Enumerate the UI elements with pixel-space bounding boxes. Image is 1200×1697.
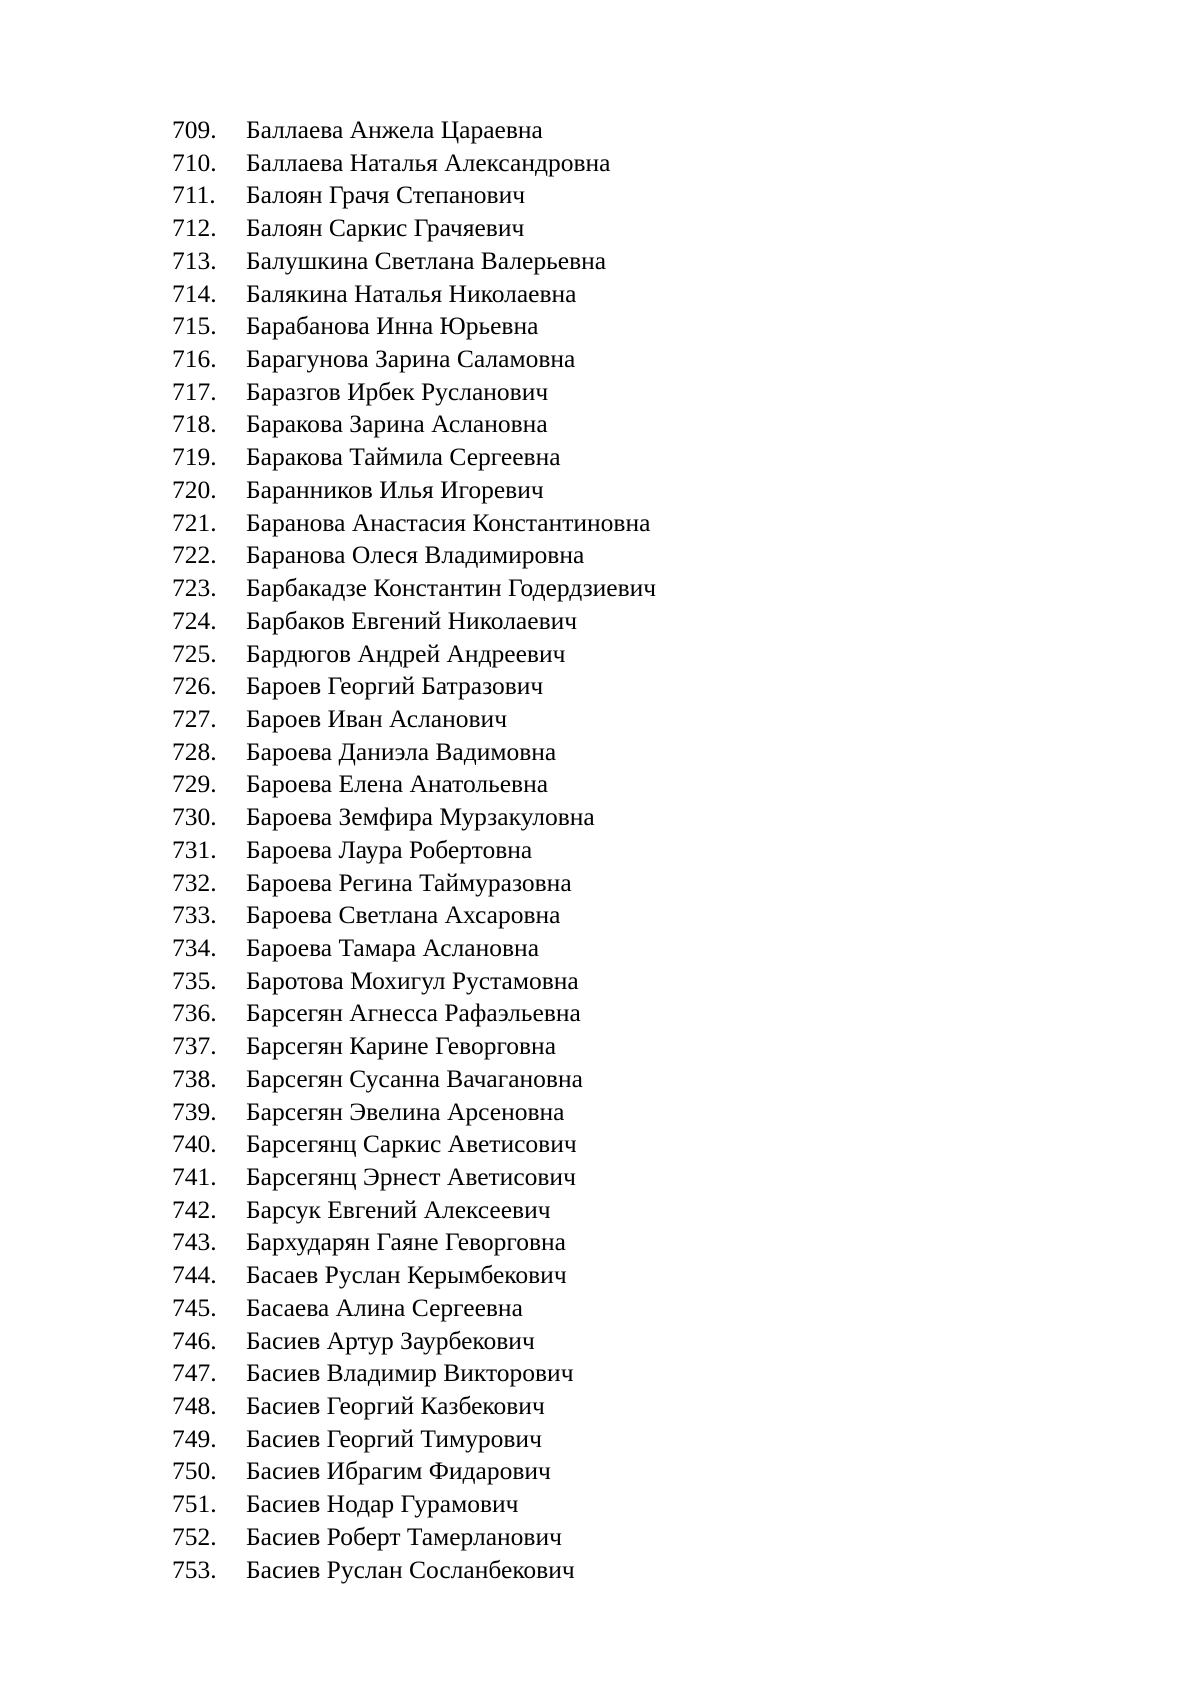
entry-name: Баллаева Анжела Цараевна [246,115,543,144]
list-item [172,1161,656,1194]
entry-number: 753. [172,1554,217,1584]
entry-name: Балоян Саркис Грачяевич [246,213,525,243]
list-item [172,801,656,834]
list-item [172,572,656,605]
list-item [172,736,656,769]
entry-number: 725. [172,638,217,668]
entry-name: Барсегян Карине Геворговна [246,1031,557,1061]
entry-name: Барбакадзе Константин Годердзиевич [246,573,657,603]
list-item [172,1226,656,1259]
list-item [172,867,656,900]
list-item [172,932,656,965]
entry-number: 734. [172,932,217,962]
entry-name: Басиев Владимир Викторович [246,1358,574,1388]
entry-name: Баранников Илья Игоревич [246,474,544,504]
list-item [172,278,656,311]
entry-number: 747. [172,1358,217,1388]
entry-name: Басиев Нодар Гурамович [246,1489,519,1519]
list-item [172,408,656,441]
list-item [172,899,656,932]
entry-name: Бароев Иван Асланович [246,703,508,733]
entry-name: Басиев Георгий Казбекович [246,1391,545,1421]
name-list [172,114,656,1586]
list-item [172,768,656,801]
entry-name: Басиев Роберт Тамерланович [246,1521,562,1551]
entry-number: 722. [172,540,217,570]
entry-number: 739. [172,1096,217,1126]
entry-name: Басиев Ибрагим Фидарович [246,1456,551,1486]
entry-number: 742. [172,1194,217,1224]
entry-name: Бароева Тамара Аслановна [246,932,540,962]
entry-number: 723. [172,573,217,603]
list-item [172,834,656,867]
entry-number: 737. [172,1031,217,1061]
entry-number: 744. [172,1260,217,1290]
list-item [172,1455,656,1488]
list-item [172,1488,656,1521]
entry-number: 711. [172,180,216,210]
entry-number: 740. [172,1129,217,1159]
entry-number: 750. [172,1456,217,1486]
entry-number: 713. [172,245,217,275]
list-item [172,376,656,409]
list-item [172,507,656,540]
list-item [172,1554,656,1587]
list-item [172,1521,656,1554]
entry-number: 730. [172,802,217,832]
list-item [172,147,656,180]
entry-number: 726. [172,671,217,701]
entry-number: 724. [172,605,217,635]
list-item [172,1128,656,1161]
entry-number: 741. [172,1162,217,1191]
entry-name: Басаева Алина Сергеевна [246,1292,523,1322]
entry-name: Бароева Даниэла Вадимовна [246,736,557,766]
list-item [172,474,656,507]
list-item [172,1194,656,1227]
entry-name: Барсук Евгений Алексеевич [246,1194,551,1224]
entry-name: Барсегянц Саркис Аветисович [246,1129,577,1159]
entry-name: Балушкина Светлана Валерьевна [246,245,607,275]
entry-name: Бароева Светлана Ахсаровна [246,900,561,930]
list-item [172,605,656,638]
entry-number: 716. [172,344,217,374]
entry-number: 729. [172,769,217,799]
entry-number: 749. [172,1423,217,1453]
entry-number: 751. [172,1489,217,1519]
entry-number: 721. [172,507,217,537]
list-item [172,1063,656,1096]
entry-number: 732. [172,867,217,897]
list-item [172,638,656,671]
list-item [172,1030,656,1063]
list-item [172,1292,656,1325]
entry-number: 748. [172,1391,217,1421]
entry-name: Бароева Лаура Робертовна [246,834,533,864]
entry-number: 728. [172,736,217,766]
entry-name: Бароева Елена Анатольевна [246,769,549,799]
list-item [172,1259,656,1292]
entry-name: Бароева Регина Таймуразовна [246,867,572,897]
list-item [172,670,656,703]
entry-name: Барбаков Евгений Николаевич [246,605,578,635]
entry-name: Басиев Георгий Тимурович [246,1423,542,1453]
list-item [172,1357,656,1390]
list-item [172,114,656,147]
entry-name: Басиев Руслан Сосланбекович [246,1554,575,1584]
entry-name: Балоян Грачя Степанович [246,180,526,210]
entry-number: 733. [172,900,217,930]
list-item [172,1096,656,1129]
entry-number: 727. [172,703,217,733]
entry-number: 720. [172,474,217,504]
entry-number: 710. [172,147,217,177]
list-item [172,539,656,572]
entry-number: 709. [172,115,217,144]
entry-number: 712. [172,213,217,243]
entry-name: Барабанова Инна Юрьевна [246,311,539,341]
entry-number: 717. [172,376,217,406]
list-item [172,1423,656,1456]
entry-number: 752. [172,1521,217,1551]
entry-name: Баракова Таймила Сергеевна [246,442,561,472]
entry-name: Бардюгов Андрей Андреевич [246,638,566,668]
list-item [172,441,656,474]
entry-number: 736. [172,998,217,1028]
entry-name: Баранова Анастасия Константиновна [246,507,651,537]
entry-name: Барсегян Агнесса Рафаэльевна [246,998,581,1028]
entry-name: Басиев Артур Заурбекович [246,1325,535,1355]
entry-number: 719. [172,442,217,472]
entry-number: 731. [172,834,217,864]
entry-number: 745. [172,1292,217,1322]
entry-name: Барсегян Сусанна Вачагановна [246,1063,583,1093]
list-item [172,703,656,736]
entry-name: Басаев Руслан Керымбекович [246,1260,567,1290]
entry-name: Баротова Мохигул Рустамовна [246,965,579,995]
list-item [172,245,656,278]
entry-name: Барсегян Эвелина Арсеновна [246,1096,565,1126]
entry-number: 735. [172,965,217,995]
entry-number: 715. [172,311,217,341]
entry-number: 718. [172,409,217,439]
list-item [172,1390,656,1423]
entry-name: Бароев Георгий Батразович [246,671,544,701]
entry-number: 743. [172,1227,217,1257]
entry-name: Бароева Земфира Мурзакуловна [246,802,595,832]
entry-name: Балякина Наталья Николаевна [246,278,577,308]
entry-number: 738. [172,1063,217,1093]
entry-name: Баразгов Ирбек Русланович [246,376,549,406]
entry-name: Баракова Зарина Аслановна [246,409,548,439]
entry-number: 714. [172,278,217,308]
list-item [172,965,656,998]
list-item [172,212,656,245]
list-item [172,1325,656,1358]
entry-name: Барсегянц Эрнест Аветисович [246,1162,576,1191]
entry-name: Барагунова Зарина Саламовна [246,344,576,374]
list-item [172,310,656,343]
entry-name: Баранова Олеся Владимировна [246,540,585,570]
entry-name: Бархударян Гаяне Геворговна [246,1227,566,1257]
list-item [172,179,656,212]
list-item [172,997,656,1030]
entry-number: 746. [172,1325,217,1355]
list-item [172,343,656,376]
entry-name: Баллаева Наталья Александровна [246,147,611,177]
